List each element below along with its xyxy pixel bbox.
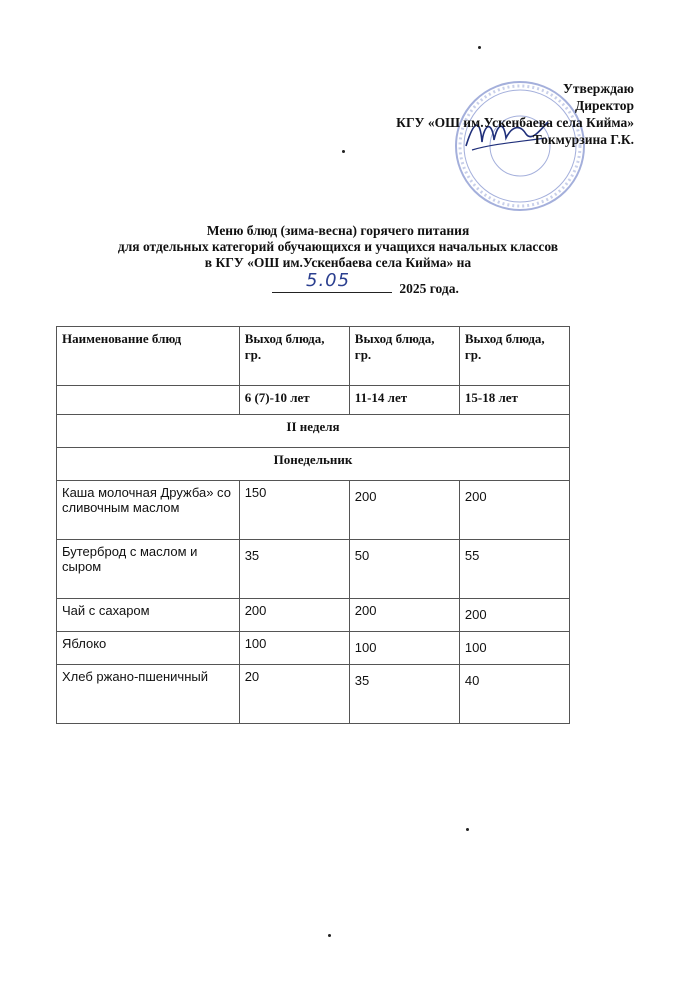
table-row [57,665,570,724]
year-text: 2025 года. [399,281,459,296]
title-line-3: в КГУ «ОШ им.Ускенбаева села Кийма» на [204,255,472,270]
menu-table [56,326,570,724]
age-group-1: 6 (7)-10 лет [239,386,349,415]
dish-yield-1: 200 [239,599,349,632]
day-label: Понедельник [57,448,570,481]
dish-name: Каша молочная Дружба» со сливочным маслом [57,481,240,540]
dish-yield-1: 100 [239,632,349,665]
dish-yield-2: 35 [349,665,459,724]
dish-yield-3: 200 [459,481,569,540]
dish-name: Бутерброд с маслом и сыром [57,540,240,599]
dish-name: Чай с сахаром [57,599,240,632]
header-yield-1: Выход блюда, гр. [239,327,349,386]
week-label: II неделя [57,415,570,448]
day-row [57,448,570,481]
age-empty-cell [57,386,240,415]
header-yield-3: Выход блюда, гр. [459,327,569,386]
approval-line: Утверждаю [562,81,634,96]
handwritten-date: 5.05 [306,270,351,291]
scan-speck [328,934,331,937]
dish-yield-1: 150 [239,481,349,540]
table-row [57,481,570,540]
dish-yield-2: 200 [349,481,459,540]
title-line-2: для отдельных категорий обучающихся и учащихся начальных классов [117,239,559,254]
approval-signer: Токмурзина Г.К. [532,132,634,147]
dish-yield-2: 100 [349,632,459,665]
dish-name: Хлеб ржано-пшеничный [57,665,240,724]
document-title [0,223,676,271]
scan-speck [478,46,481,49]
dish-yield-1: 35 [239,540,349,599]
dish-name: Яблоко [57,632,240,665]
table-row [57,632,570,665]
approval-block [396,80,634,148]
scan-speck [466,828,469,831]
menu-date-line [272,270,459,297]
table-row [57,540,570,599]
scan-speck [342,150,345,153]
approval-organization: КГУ «ОШ им.Ускенбаева села Кийма» [396,115,634,130]
dish-yield-1: 20 [239,665,349,724]
dish-yield-3: 55 [459,540,569,599]
dish-yield-2: 50 [349,540,459,599]
age-group-3: 15-18 лет [459,386,569,415]
title-line-1: Меню блюд (зима-весна) горячего питания [206,223,470,238]
week-row [57,415,570,448]
dish-yield-3: 40 [459,665,569,724]
header-yield-2: Выход блюда, гр. [349,327,459,386]
date-blank [272,270,392,293]
table-row [57,599,570,632]
approval-position: Директор [574,98,634,113]
dish-yield-2: 200 [349,599,459,632]
dish-yield-3: 100 [459,632,569,665]
table-header-row [57,327,570,386]
dish-yield-3: 200 [459,599,569,632]
age-group-2: 11-14 лет [349,386,459,415]
age-groups-row [57,386,570,415]
header-dish-name: Наименование блюд [57,327,240,386]
